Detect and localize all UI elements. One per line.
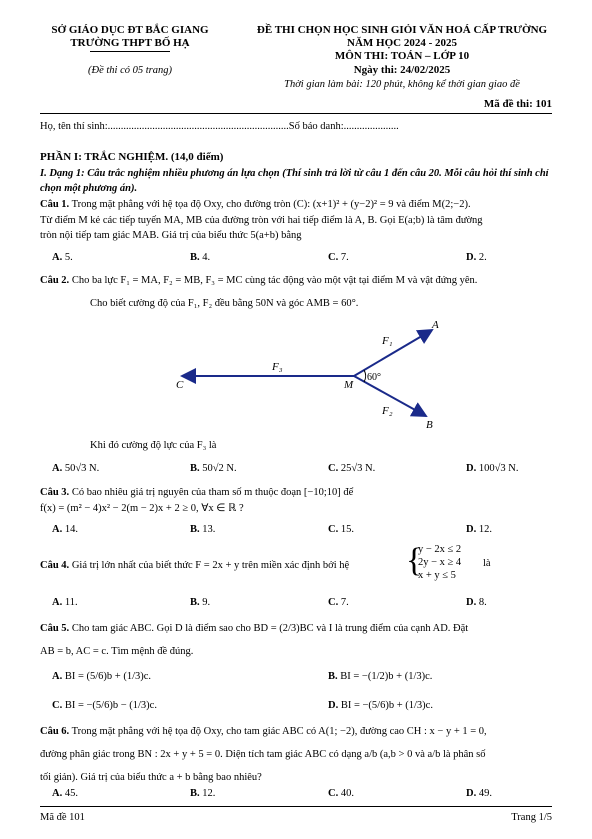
q3-line1 xyxy=(40,485,560,500)
part1-type1: I. Dạng 1: Câu trắc nghiệm nhiều phương án lựa chọn (Thí sinh trả lời từ câu 1 đến câu 20. Mỗi câu hỏi thí sinh chỉ chọn một phương án). xyxy=(40,168,549,194)
q6-line2: đường phân giác trong BN : 2x + y + 5 = 0. Diện tích tam giác ABC có dạng a/b (a,b > 0 và a/b là phân số xyxy=(40,749,486,760)
option-letter: A. xyxy=(52,671,63,682)
q3-option-b[interactable]: B. 13. xyxy=(190,524,216,535)
q6-option-a[interactable]: A. 45. xyxy=(52,788,78,799)
q6-label: Câu 6. xyxy=(40,726,70,737)
candidate-line: Họ, tên thí sinh:.....................................................................Số báo danh:..................... xyxy=(40,121,399,132)
footer-code: Mã đề 101 xyxy=(40,812,85,823)
q6-option-d[interactable]: D. 49. xyxy=(466,788,492,799)
option-letter: D. xyxy=(466,524,477,535)
q5-option-b[interactable]: B. BI = −(1/2)b + (1/3)c. xyxy=(328,671,433,682)
option-letter: B. xyxy=(190,524,200,535)
q4-system xyxy=(418,543,461,582)
q4-tail: là xyxy=(483,558,491,569)
q6-option-c[interactable]: C. 40. xyxy=(328,788,354,799)
option-letter: D. xyxy=(466,597,477,608)
q6-line1 xyxy=(40,724,560,739)
q5-option-c[interactable]: C. BI = −(5/6)b − (1/3)c. xyxy=(52,700,157,711)
q5-option-d[interactable]: D. BI = −(5/6)b + (1/3)c. xyxy=(328,700,433,711)
header-dept: SỞ GIÁO DỤC ĐT BẮC GIANG xyxy=(51,24,209,36)
q2-text1: Cho ba lực F₁ = MA, F₂ = MB, F₃ = MC cùng tác động vào một vật tại điểm M và vật đứng yên. xyxy=(71,275,478,286)
q2-option-d[interactable]: D. 100√3 N. xyxy=(466,463,519,474)
q2-label: Câu 2. xyxy=(40,275,70,286)
q4-label: Câu 4. xyxy=(40,560,70,571)
option-letter: A. xyxy=(52,597,63,608)
q5-line2: AB = b, AC = c. Tìm mệnh đề đúng. xyxy=(40,646,194,657)
option-letter: D. xyxy=(466,252,477,263)
q3-option-d[interactable]: D. 12. xyxy=(466,524,492,535)
option-letter: A. xyxy=(52,524,63,535)
q1-text1: Trong mặt phẳng với hệ tọa độ Oxy, cho đường tròn (C): (x+1)² + (y−2)² = 9 và điểm M(2;−2). xyxy=(71,199,471,210)
q4-option-c[interactable]: C. 7. xyxy=(328,597,349,608)
q3-option-a[interactable]: A. 14. xyxy=(52,524,78,535)
q1-label: Câu 1. xyxy=(40,199,70,210)
q3-option-c[interactable]: C. 15. xyxy=(328,524,354,535)
q2-option-b[interactable]: B. 50√2 N. xyxy=(190,463,237,474)
f3-label: F₃ xyxy=(272,361,283,373)
q4-text: Giá trị lớn nhất của biết thức F = 2x + y trên miền xác định bởi hệ xyxy=(71,560,350,571)
q1-line3: tròn nội tiếp tam giác MAB. Giá trị của biểu thức 5(a+b) bằng xyxy=(40,230,302,241)
q5-line1 xyxy=(40,621,560,636)
option-letter: C. xyxy=(328,788,339,799)
option-letter: B. xyxy=(190,463,200,474)
q4-brace: { xyxy=(406,542,423,579)
option-letter: B. xyxy=(328,671,338,682)
footer-page: Trang 1/5 xyxy=(511,812,552,823)
f1-label: F₁ xyxy=(382,335,393,347)
point-m-label: M xyxy=(344,379,354,391)
header-school: TRƯỜNG THPT BỐ HẠ xyxy=(70,37,190,49)
exam-code: Mã đề thi: 101 xyxy=(483,98,552,110)
exam-title: ĐỀ THI CHỌN HỌC SINH GIỎI VĂN HOÁ CẤP TRƯỜNG xyxy=(256,24,548,36)
q4-ineq-3: x + y ≤ 5 xyxy=(418,570,456,581)
q2-option-c[interactable]: C. 25√3 N. xyxy=(328,463,376,474)
q5-option-a[interactable]: A. BI = (5/6)b + (1/3)c. xyxy=(52,671,152,682)
q1-line1 xyxy=(40,197,560,212)
q4-option-b[interactable]: B. 9. xyxy=(190,597,211,608)
q4-ineq-1: y − 2x ≤ 2 xyxy=(418,544,462,555)
q6-option-b[interactable]: B. 12. xyxy=(190,788,216,799)
option-letter: C. xyxy=(52,700,63,711)
header-pages-note: (Đề thi có 05 trang) xyxy=(88,65,172,76)
point-b-label: B xyxy=(426,419,433,431)
option-letter: D. xyxy=(466,463,477,474)
q1-option-b[interactable]: B. 4. xyxy=(190,252,211,263)
exam-subject: MÔN THI: TOÁN – LỚP 10 xyxy=(334,50,470,62)
option-letter: B. xyxy=(190,252,200,263)
option-letter: A. xyxy=(52,252,63,263)
option-letter: A. xyxy=(52,788,63,799)
option-letter: D. xyxy=(328,700,339,711)
q4-option-d[interactable]: D. 8. xyxy=(466,597,487,608)
q4-ineq-2: 2y − x ≥ 4 xyxy=(418,557,462,568)
part1-title: PHẦN I: TRẮC NGHIỆM. (14,0 điểm) xyxy=(40,151,224,163)
exam-time: Thời gian làm bài: 120 phút, không kể thời gian giao đề xyxy=(284,79,520,90)
footer-rule xyxy=(40,806,552,807)
q6-text1: Trong mặt phẳng với hệ tọa độ Oxy, cho tam giác ABC có A(1; −2), đường cao CH : x − y + 1 = 0, xyxy=(71,726,487,737)
angle-arc xyxy=(364,370,366,382)
option-letter: A. xyxy=(52,463,63,474)
angle-label: 60° xyxy=(367,372,381,383)
q5-label: Câu 5. xyxy=(40,623,70,634)
q4-option-a[interactable]: A. 11. xyxy=(52,597,78,608)
option-letter: C. xyxy=(328,463,339,474)
vector-f1-line xyxy=(354,330,432,376)
exam-date: Ngày thi: 24/02/2025 xyxy=(353,64,451,76)
point-a-label: A xyxy=(432,319,439,331)
q2-option-a[interactable]: A. 50√3 N. xyxy=(52,463,100,474)
header-rule xyxy=(40,113,552,114)
q3-line2: f(x) = (m² − 4)x² − 2(m − 2)x + 2 ≥ 0, ∀x ∈ ℝ ? xyxy=(40,503,244,514)
option-letter: C. xyxy=(328,597,339,608)
q2-line3: Khi đó cường độ lực của F₃ là xyxy=(90,440,217,451)
q3-label: Câu 3. xyxy=(40,487,70,498)
f2-label: F₂ xyxy=(382,405,393,417)
q1-option-d[interactable]: D. 2. xyxy=(466,252,487,263)
q2-line2: Cho biết cường độ của F₁, F₂ đều bằng 50N và góc AMB = 60°. xyxy=(90,298,359,309)
q2-force-diagram xyxy=(150,312,450,436)
q4-line xyxy=(40,558,420,573)
q2-line1 xyxy=(40,273,560,288)
option-letter: C. xyxy=(328,252,339,263)
option-letter: D. xyxy=(466,788,477,799)
option-letter: B. xyxy=(190,597,200,608)
q3-text1: Có bao nhiêu giá trị nguyên của tham số m thuộc đoạn [−10;10] để xyxy=(71,487,354,498)
q6-line3: tối giản). Giá trị của biểu thức a + b bằng bao nhiêu? xyxy=(40,772,262,783)
q5-text1: Cho tam giác ABC. Gọi D là điểm sao cho BD = (2/3)BC và I là trung điểm của cạnh AD. Đặt xyxy=(71,623,469,634)
point-c-label: C xyxy=(176,379,184,391)
school-underline xyxy=(90,51,170,52)
exam-year: NĂM HỌC 2024 - 2025 xyxy=(347,37,457,49)
q1-line2: Từ điểm M kẻ các tiếp tuyến MA, MB của đường tròn với hai tiếp điểm là A, B. Gọi E(a;b) là tâm đường xyxy=(40,215,483,226)
q1-option-a[interactable]: A. 5. xyxy=(52,252,73,263)
option-letter: B. xyxy=(190,788,200,799)
option-letter: C. xyxy=(328,524,339,535)
q1-option-c[interactable]: C. 7. xyxy=(328,252,349,263)
